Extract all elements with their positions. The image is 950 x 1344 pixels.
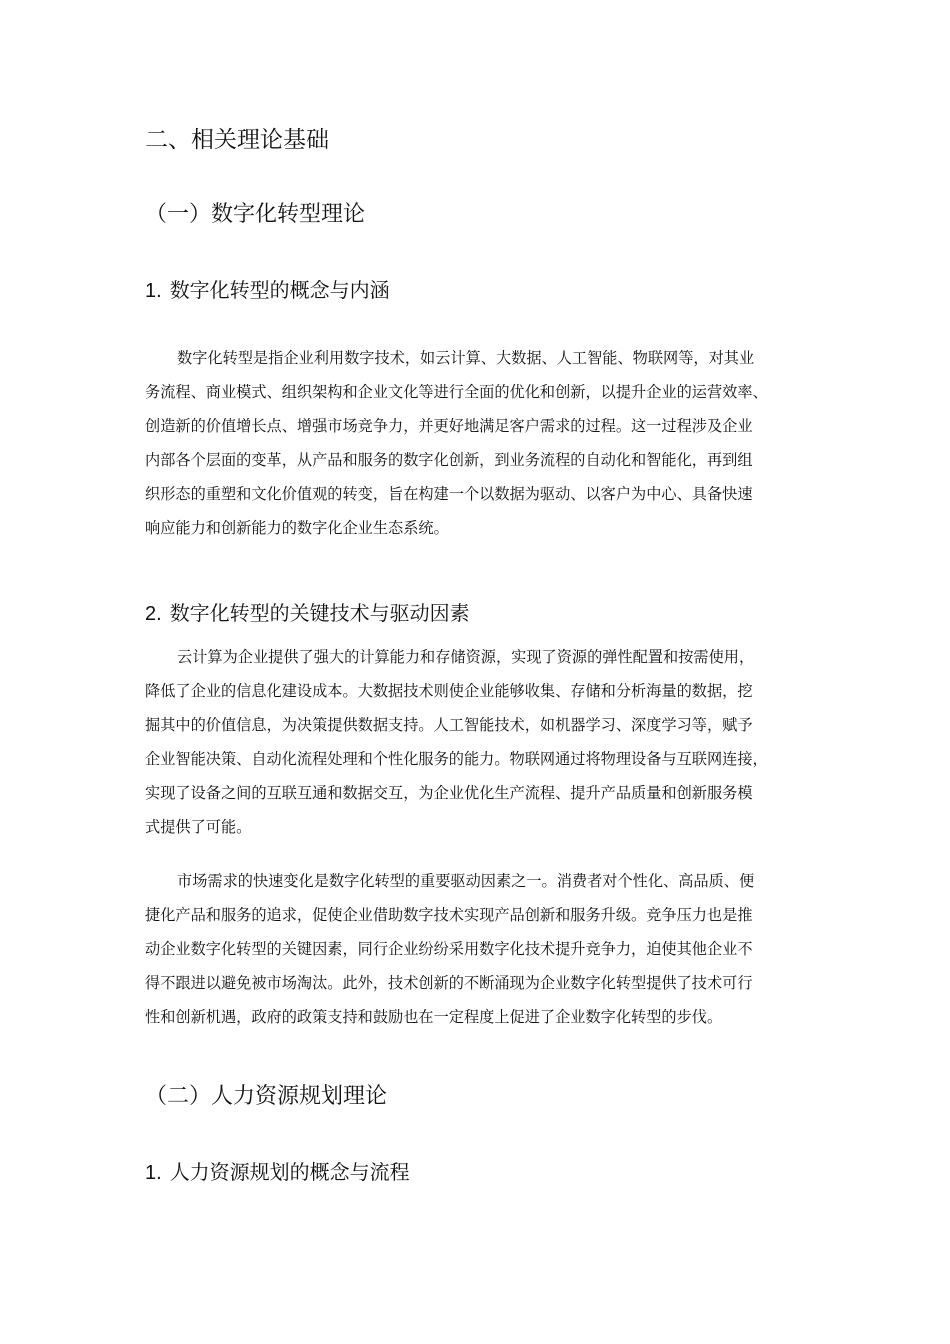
- paragraph-line: 性和创新机遇，政府的政策支持和鼓励也在一定程度上促进了企业数字化转型的步伐。: [145, 1008, 723, 1026]
- paragraph-drivers: [145, 864, 805, 1034]
- paragraph-line: 内部各个层面的变革，从产品和服务的数字化创新，到业务流程的自动化和智能化，再到组: [145, 451, 753, 469]
- item-heading-key-tech: [145, 598, 805, 629]
- subsection-heading-digital-transformation: （一）数字化转型理论: [145, 202, 366, 227]
- paragraph-line: 捷化产品和服务的追求，促使企业借助数字技术实现产品创新和服务升级。竞争压力也是推: [145, 906, 753, 924]
- paragraph-line: 云计算为企业提供了强大的计算能力和存储资源，实现了资源的弹性配置和按需使用，: [177, 648, 755, 666]
- paragraph-line: 务流程、商业模式、组织架构和企业文化等进行全面的优化和创新，以提升企业的运营效率、: [145, 383, 768, 401]
- subsection-heading-hr-planning: （二）人力资源规划理论: [145, 1084, 388, 1109]
- section-heading: 二、相关理论基础: [145, 127, 329, 153]
- item-heading-concept: [145, 275, 805, 306]
- paragraph-concept: [145, 341, 805, 545]
- item-number: 1.: [145, 1162, 162, 1184]
- paragraph-line: 得不跟进以避免被市场淘汰。此外，技术创新的不断涌现为企业数字化转型提供了技术可行: [145, 974, 753, 992]
- paragraph-line: 创造新的价值增长点、增强市场竞争力，并更好地满足客户需求的过程。这一过程涉及企业: [145, 417, 753, 435]
- item-heading-hr-concept: [145, 1157, 805, 1188]
- paragraph-line: 式提供了可能。: [145, 818, 252, 836]
- item-number: 1.: [145, 280, 162, 302]
- item-title: 数字化转型的关键技术与驱动因素: [169, 601, 470, 625]
- paragraph-line: 掘其中的价值信息，为决策提供数据支持。人工智能技术，如机器学习、深度学习等，赋予: [145, 716, 753, 734]
- paragraph-line: 动企业数字化转型的关键因素，同行企业纷纷采用数字化技术提升竞争力，迫使其他企业不: [145, 940, 753, 958]
- paragraph-line: 织形态的重塑和文化价值观的转变，旨在构建一个以数据为驱动、以客户为中心、具备快速: [145, 485, 753, 503]
- paragraph-line: 实现了设备之间的互联互通和数据交互，为企业优化生产流程、提升产品质量和创新服务模: [145, 784, 753, 802]
- item-number: 2.: [145, 603, 162, 625]
- paragraph-line: 数字化转型是指企业利用数字技术，如云计算、大数据、人工智能、物联网等，对其业: [177, 349, 755, 367]
- paragraph-line: 响应能力和创新能力的数字化企业生态系统。: [145, 519, 449, 537]
- paragraph-key-tech: [145, 640, 805, 844]
- paragraph-line: 市场需求的快速变化是数字化转型的重要驱动因素之一。消费者对个性化、高品质、便: [177, 872, 755, 890]
- paragraph-line: 降低了企业的信息化建设成本。大数据技术则使企业能够收集、存储和分析海量的数据，挖: [145, 682, 753, 700]
- item-title: 数字化转型的概念与内涵: [169, 278, 390, 302]
- item-title: 人力资源规划的概念与流程: [169, 1160, 410, 1184]
- paragraph-line: 企业智能决策、自动化流程处理和个性化服务的能力。物联网通过将物理设备与互联网连接，: [145, 750, 768, 768]
